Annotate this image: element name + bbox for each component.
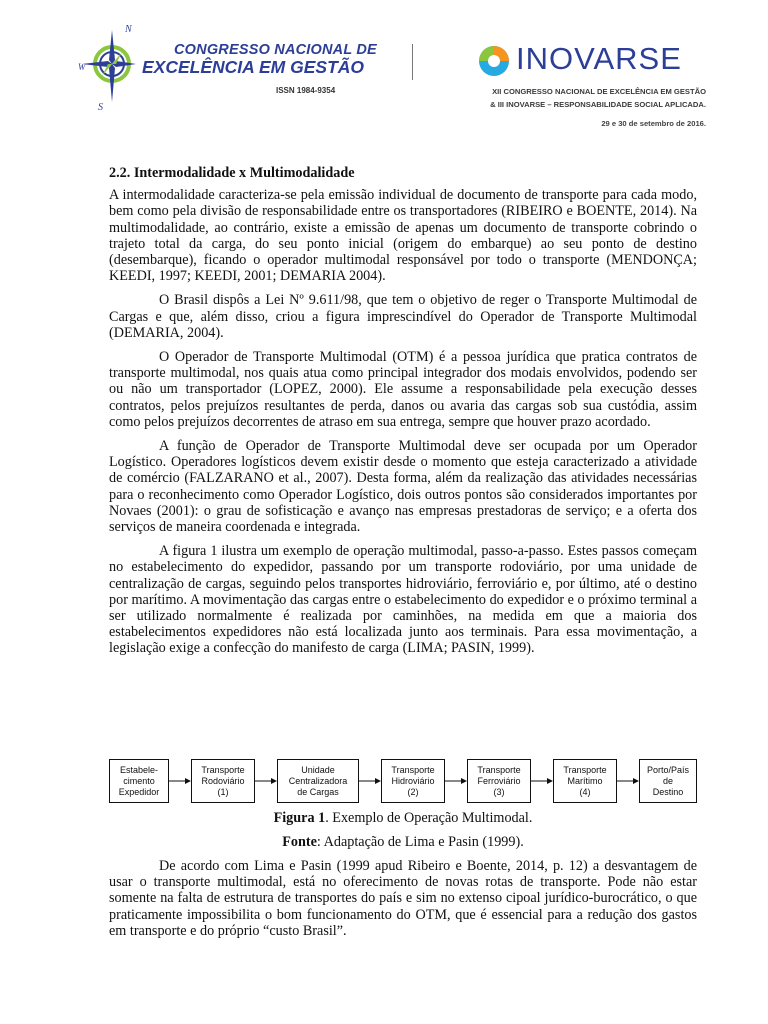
section-title: 2.2. Intermodalidade x Multimodalidade [109, 165, 355, 181]
congress-title-line2: EXCELÊNCIA EM GESTÃO [142, 57, 365, 77]
inovarse-subtitle-line2: & III INOVARSE – RESPONSABILIDADE SOCIAL APLICADA. [490, 100, 706, 109]
figure-caption-text: . Exemplo de Operação Multimodal. [325, 810, 533, 826]
paragraph-5: A figura 1 ilustra um exemplo de operação multimodal, passo-a-passo. Estes passos começam no estabelecimento do expedidor, passando por um transporte rodoviário, por uma unidade de centralização de cargas, seguindo pelos transportes hidroviário, ferroviário e, por último, até o destino por marítimo. A movimentação das cargas entre o estabelecimento do expedidor e o próximo terminal a ser utilizado normalmente é realizada por caminhões, na medida em que a maioria dos estabelecimentos expedidores não está localizada junto aos terminais. Para essa movimentação, a legislação exige a confecção do manifesto de carga (LIMA; PASIN, 1999). [109, 543, 697, 657]
paragraph-1: A intermodalidade caracteriza-se pela emissão individual de documento de transporte para cada modo, bem como pela divisão de responsabilidade entre os transportadores (RIBEIRO e BOENTE, 2014). Na multimodalidade, ao contrário, existe a emissão de apenas um documento de transporte cobrindo o trajeto total da carga, do seu ponto inicial (origem do embarque) ao seu ponto de destino (desembarque), ficando o operador multimodal responsável por todo o transporte (MENDONÇA; KEEDI, 1997; KEEDI, 2001; DEMARIA 2004). [109, 187, 697, 285]
paragraph-6: De acordo com Lima e Pasin (1999 apud Ribeiro e Boente, 2014, p. 12) a desvantagem de usar o transporte multimodal, está no oferecimento de novas rotas de transporte. Pode não estar somente na falta de estrutura de transportes do país e sim no extenso cipoal jurídico-burocrático, o que praticamente impossibilita o bom funcionamento do OTM, que é essencial para a redução dos gastos em transporte e do próprio “custo Brasil”. [109, 858, 697, 939]
congress-title [142, 42, 377, 76]
flow-box-label-6: Transporte Marítimo (4) [563, 764, 607, 797]
flow-box-label-2: Transporte Rodoviário (1) [201, 764, 245, 797]
inovarse-title: INOVARSE [516, 41, 682, 76]
compass-w-label: W [78, 62, 86, 72]
figure-source [109, 834, 697, 851]
flow-box-label-3: Unidade Centralizadora de Cargas [288, 764, 348, 797]
paragraph-3: O Operador de Transporte Multimodal (OTM) é a pessoa jurídica que pratica contratos de transporte multimodal, nos quais atua como principal integrador dos modais envolvidos, podendo ser ou não um transportador (LOPEZ, 2000). Ele assume a responsabilidade pela execução desses contratos, pelos prejuízos resultantes de perda, danos ou avaria das cargas sob sua custódia, assim como pelos prejuízos decorrentes de atraso em sua entrega, sempre que houver prazo acordado. [109, 349, 697, 430]
congress-title-line1: CONGRESSO NACIONAL DE [174, 42, 377, 58]
flow-box-label-7: Porto/País de Destino [646, 764, 690, 797]
figure-caption [109, 810, 697, 827]
header-divider [412, 44, 413, 80]
multimodal-flow-diagram [109, 757, 697, 805]
flow-box-label-4: Transporte Hidroviário (2) [391, 764, 435, 797]
figure-source-label: Fonte [282, 834, 317, 850]
compass-n-label: N [125, 24, 132, 35]
flow-box-label-5: Transporte Ferroviário (3) [477, 764, 521, 797]
page-header [0, 0, 768, 140]
figure-caption-label: Figura 1 [273, 810, 326, 826]
inovarse-logo-icon [476, 44, 512, 78]
issn-label: ISSN 1984-9354 [276, 86, 336, 95]
paragraph-2: O Brasil dispôs a Lei Nº 9.611/98, que tem o objetivo de reger o Transporte Multimodal de Cargas e que, além disso, criou a figura imprescindível do Operador de Transporte Multimodal (DEMARIA, 2004). [109, 292, 697, 341]
flow-box-label-1: Estabele- cimento Expedidor [118, 764, 160, 797]
section-content [109, 165, 697, 665]
paragraph-4: A função de Operador de Transporte Multimodal deve ser ocupada por um Operador Logístico. Operadores logísticos devem existir desde o momento que esteja caracterizado a atividade de comércio (FALZARANO et al., 2007). Desta forma, além da realização das atividades necessárias para o reconhecimento como Operador Logístico, dois outros pontos são considerados importantes por Novaes (2001): o grau de sofisticação e avanço nas empresas prestadoras de serviço; e a oferta dos serviços de maneira coordenada e integrada. [109, 438, 697, 536]
inovarse-subtitle-line1: XII CONGRESSO NACIONAL DE EXCELÊNCIA EM GESTÃO [492, 87, 706, 96]
figure-source-text: : Adaptação de Lima e Pasin (1999). [316, 834, 524, 850]
compass-logo-icon [78, 22, 140, 112]
closing-section [109, 858, 697, 939]
inovarse-dates: 29 e 30 de setembro de 2016. [601, 119, 706, 128]
compass-s-label: S [98, 102, 103, 112]
